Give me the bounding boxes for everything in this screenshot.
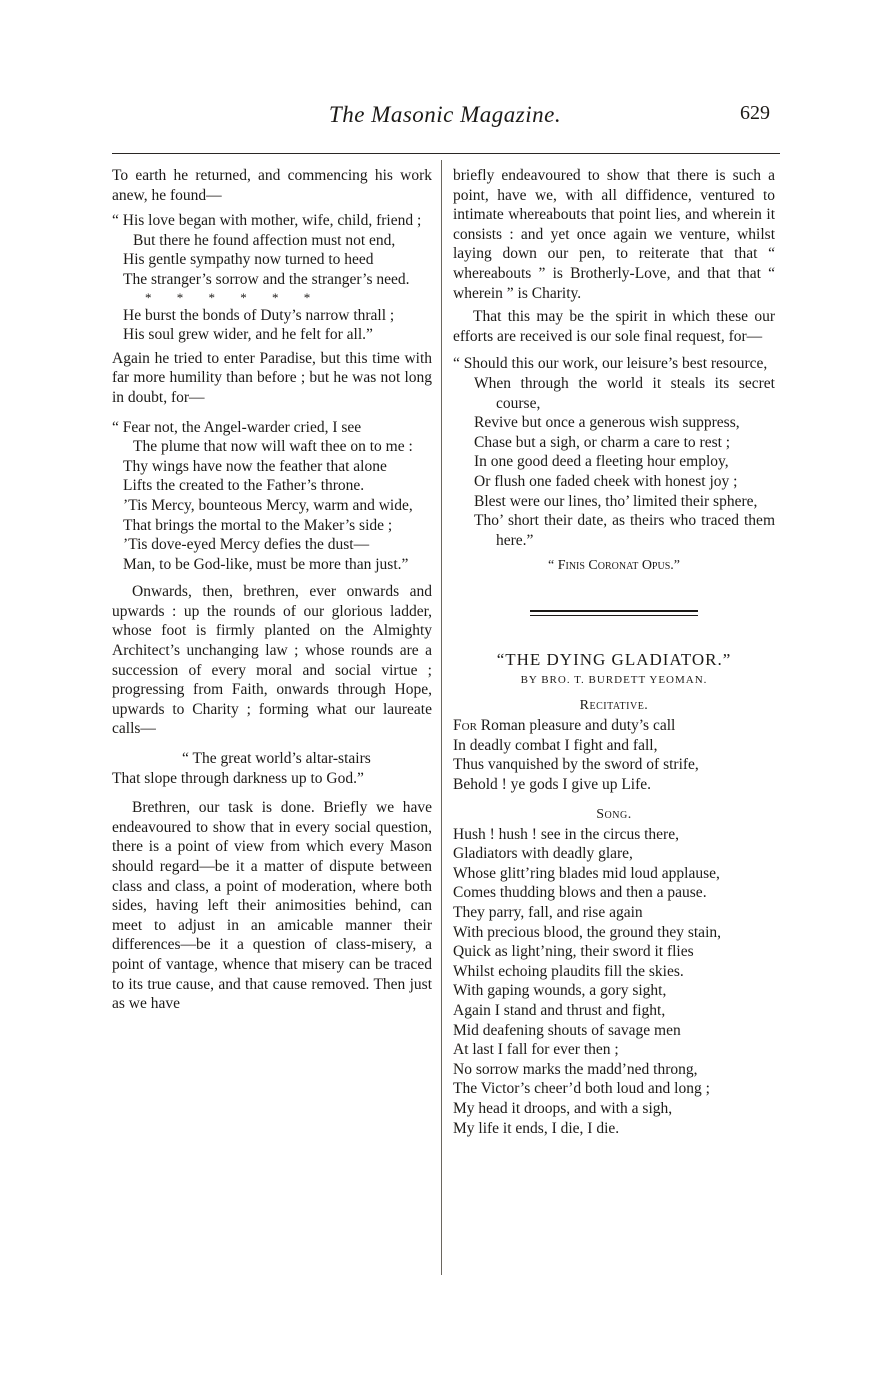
poem-line: At last I fall for ever then ; — [453, 1041, 619, 1059]
left-column — [112, 166, 432, 1014]
page-number: 629 — [740, 102, 770, 124]
poem-line: In deadly combat I fight and fall, — [453, 736, 658, 754]
verse-line: Thy wings have now the feather that alone — [123, 457, 387, 475]
paragraph: That this may be the spirit in which these our efforts are received is our sole final request, for— — [453, 308, 775, 345]
poem-line: Again I stand and thrust and fight, — [453, 1002, 666, 1019]
poem-line: Behold ! ye gods I give up Life. — [453, 776, 652, 794]
section-heading-song: Song. — [596, 806, 632, 822]
verse-line: Chase but a sigh, or charm a care to rest ; — [474, 433, 731, 451]
poem-line: They parry, fall, and rise again — [453, 904, 643, 922]
verse-line: ’Tis Mercy, bounteous Mercy, warm and wide, — [123, 496, 413, 514]
poem-line: My head it droops, and with a sigh, — [453, 1099, 673, 1117]
poem-line: No sorrow marks the madd’ned throng, — [453, 1060, 698, 1078]
paragraph: To earth he returned, and commencing his work anew, he found— — [112, 167, 432, 204]
poem-line: Gladiators with deadly glare, — [453, 845, 633, 863]
right-column — [453, 166, 775, 1138]
verse-line: Revive but once a generous wish suppress, — [474, 414, 740, 432]
poem-line: Hush ! hush ! see in the circus there, — [453, 825, 679, 843]
running-title: The Masonic Magazine. — [328, 102, 562, 127]
verse-line: The plume that now will waft thee on to me : — [133, 438, 413, 456]
poem-line-text: Roman pleasure and duty’s call — [476, 717, 676, 735]
verse-line: ’Tis dove-eyed Mercy defies the dust— — [123, 536, 370, 554]
initial-word: For — [453, 717, 477, 735]
verse-line: “ Fear not, the Angel-warder cried, I see — [112, 418, 362, 436]
verse-line: “ His love began with mother, wife, child, friend ; — [112, 212, 422, 230]
verse-line: But there he found affection must not end, — [133, 231, 396, 249]
verse-line: Blest were our lines, tho’ limited their sphere, — [474, 492, 758, 510]
verse-line: His soul grew wider, and he felt for all.” — [123, 326, 373, 344]
paragraph: Onwards, then, brethren, ever onwards and upwards : up the rounds of our glorious ladder, whose foot is firmly planted on the Almighty Architect’s unchanging law ; whose rounds are a succession of every moral and social virtue ; progressing from Faith, onwards through Hope, upwards to Charity ; forming what our laureate calls— — [112, 583, 432, 738]
verse-line: Man, to be God-like, must be more than just.” — [123, 555, 409, 573]
section-stars: * * * * * * — [145, 289, 311, 305]
poem-byline: BY BRO. T. BURDETT YEOMAN. — [520, 674, 708, 687]
verse-line: Lifts the created to the Father’s throne. — [123, 477, 365, 495]
verse-line: His gentle sympathy now turned to heed — [123, 251, 374, 269]
poem-line — [453, 716, 775, 736]
poem-line: Whose glitt’ring blades mid loud applause, — [453, 864, 720, 882]
verse-line: When through the world it steals its secret course, — [474, 374, 775, 412]
column-divider — [441, 160, 442, 1275]
poem-line: With precious blood, the ground they stain, — [453, 923, 721, 941]
verse-line: He burst the bonds of Duty’s narrow thrall ; — [123, 306, 395, 324]
paragraph: Brethren, our task is done. Briefly we have endeavoured to show that in every social question, there is a point of view from which every Mason should regard—be it a matter of dispute between class and class, a point of moderation, where both sides, having left their animosities behind, can meet to adjust in an amicable manner their differences—be it a question of class-misery, a point of vantage, whence that misery can be traced to its true cause, and that cause removed. Then just as we have — [112, 799, 432, 1013]
couplet-line: That slope through darkness up to God.” — [112, 769, 364, 787]
verse-line: That brings the mortal to the Maker’s side ; — [123, 516, 393, 534]
poem-line: Thus vanquished by the sword of strife, — [453, 756, 699, 774]
verse-line: Tho’ short their date, as theirs who traced them here.” — [474, 512, 775, 549]
verse-block — [112, 418, 432, 575]
section-heading-recitative: Recitative. — [579, 698, 649, 714]
verse-block — [453, 354, 775, 550]
poem-line: My life it ends, I die, I die. — [453, 1119, 620, 1137]
paragraph: briefly endeavoured to show that there is such a point, have we, with all diffidence, ventured to intimate whereabouts that point lies, and wherein it consists : and yet once again we venture, whilst laying down our pen, to reiterate that that “ whereabouts ” is Brotherly-Love, and that that “ wherein ” is Charity. — [453, 167, 775, 302]
poem-line: The Victor’s cheer’d both loud and long ; — [453, 1080, 710, 1098]
verse-line: The stranger’s sorrow and the stranger’s need. — [123, 270, 410, 288]
poem-line: With gaping wounds, a gory sight, — [453, 982, 667, 1000]
paragraph: Again he tried to enter Paradise, but this time with far more humility than before ; but he was not long in doubt, for— — [112, 349, 432, 406]
verse-line: In one good deed a fleeting hour employ, — [474, 453, 729, 471]
verse-line: “ Should this our work, our leisure’s best resource, — [453, 355, 768, 373]
header-rule — [112, 153, 780, 154]
ornamental-rule — [530, 610, 698, 616]
poem-line: Whilst echoing plaudits fill the skies. — [453, 962, 684, 980]
quoted-couplet — [112, 749, 432, 788]
verse-line: Or flush one faded cheek with honest joy ; — [474, 472, 738, 490]
verse-block — [112, 211, 432, 345]
finis-motto: “ Finis Coronat Opus.” — [547, 558, 680, 574]
poem-title: “THE DYING GLADIATOR.” — [496, 650, 732, 670]
song-block — [453, 825, 775, 1139]
poem-line: Comes thudding blows and then a pause. — [453, 884, 707, 902]
poem-line: Mid deafening shouts of savage men — [453, 1021, 681, 1039]
poem-line: Quick as light’ning, their sword it flies — [453, 943, 694, 961]
couplet-line: “ The great world’s altar-stairs — [182, 750, 371, 768]
recitative-block — [453, 716, 775, 794]
